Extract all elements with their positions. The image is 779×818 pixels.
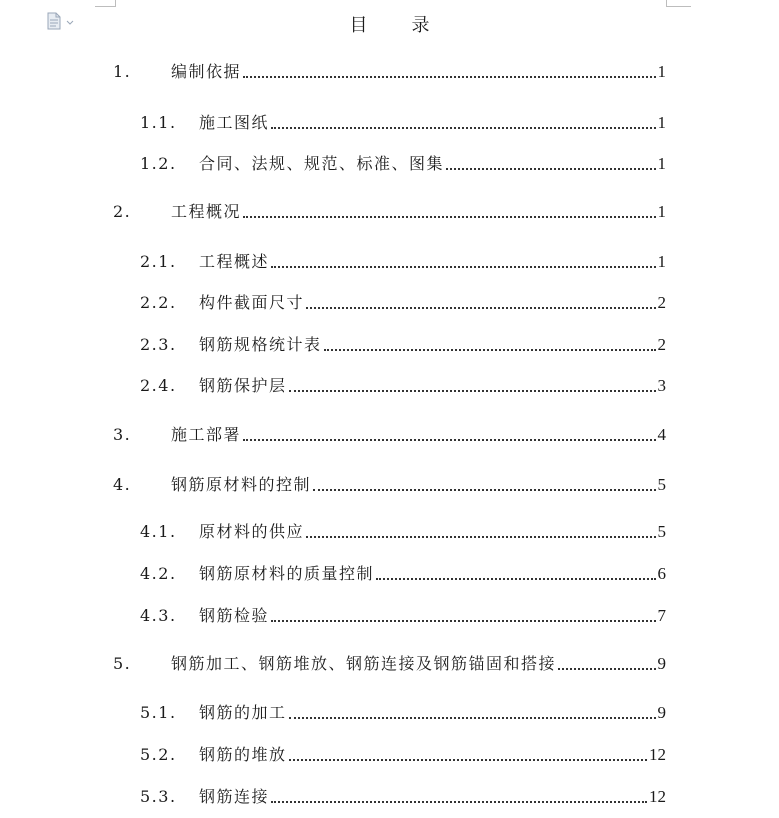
- toc-entry[interactable]: [113, 474, 666, 496]
- toc-dot-leader: [376, 577, 655, 580]
- toc-entry-title: 钢筋连接: [199, 787, 270, 806]
- toc-entry-number: 1.1.: [140, 113, 177, 132]
- toc-entry-title: 施工图纸: [199, 113, 270, 132]
- toc-entry-title: 钢筋原材料的控制: [171, 475, 312, 494]
- toc-entry[interactable]: [140, 292, 666, 314]
- toc-page-number: 9: [657, 703, 666, 722]
- toc-entry[interactable]: [140, 521, 666, 543]
- toc-entry-title: 钢筋检验: [199, 606, 270, 625]
- toc-entry[interactable]: [140, 334, 666, 356]
- toc-entry-title: 合同、法规、规范、标准、图集: [199, 154, 445, 173]
- toc-page-number: 3: [657, 376, 666, 395]
- toc-page-number: 6: [657, 564, 666, 583]
- toc-page-number: 7: [657, 606, 666, 625]
- toc-entry-number: 2.1.: [140, 252, 177, 271]
- toc-entry-title: 钢筋加工、钢筋堆放、钢筋连接及钢筋锚固和搭接: [171, 654, 557, 673]
- toc-page-number: 9: [657, 654, 666, 673]
- toc-page-number: 2: [657, 335, 666, 354]
- toc-dot-leader: [558, 667, 655, 670]
- toc-dot-leader: [306, 535, 655, 538]
- toc-dot-leader: [306, 306, 655, 309]
- toc-entry-title: 钢筋原材料的质量控制: [199, 564, 375, 583]
- toc-entry-number: 4.1.: [140, 522, 177, 541]
- toc-entry-number: 2.3.: [140, 335, 177, 354]
- toc-entry-number: 5.2.: [140, 745, 177, 764]
- toc-page-number: 2: [657, 293, 666, 312]
- toc-page-number: 1: [657, 252, 666, 271]
- toc-entry-title: 工程概况: [171, 202, 242, 221]
- toc-dot-leader: [324, 348, 656, 351]
- toc-page-number: 12: [649, 787, 666, 806]
- toc-entry-title: 构件截面尺寸: [199, 293, 305, 312]
- toc-entry-title: 钢筋规格统计表: [199, 335, 322, 354]
- toc-entry[interactable]: [140, 786, 666, 808]
- toc-entry-title: 工程概述: [199, 252, 270, 271]
- toc-entry[interactable]: [113, 653, 666, 675]
- toc-dot-leader: [271, 619, 655, 622]
- toc-page-number: 4: [657, 425, 666, 444]
- toc-entry-number: 2.: [113, 202, 132, 221]
- toc-page-number: 1: [657, 154, 666, 173]
- toc-entry-number: 5.1.: [140, 703, 177, 722]
- toc-page-number: 5: [657, 475, 666, 494]
- toc-entry-number: 5.: [113, 654, 132, 673]
- toc-entry[interactable]: [140, 605, 666, 627]
- toc-page-number: 12: [649, 745, 666, 764]
- toc-entry[interactable]: [140, 744, 666, 766]
- toc-entry-title: 施工部署: [171, 425, 242, 444]
- page-title: [0, 11, 779, 37]
- toc-dot-leader: [271, 265, 655, 268]
- toc-entry[interactable]: [140, 375, 666, 397]
- toc-dot-leader: [446, 167, 655, 170]
- toc-page-number: 1: [657, 62, 666, 81]
- toc-entry[interactable]: [113, 201, 666, 223]
- toc-entry-title: 钢筋保护层: [199, 376, 287, 395]
- toc-page-number: 1: [657, 113, 666, 132]
- toc-dot-leader: [243, 438, 655, 441]
- toc-entry-number: 2.4.: [140, 376, 177, 395]
- toc-entry-title: 原材料的供应: [199, 522, 305, 541]
- toc-entry[interactable]: [140, 153, 666, 175]
- toc-entry-number: 2.2.: [140, 293, 177, 312]
- toc-dot-leader: [313, 488, 655, 491]
- toc-dot-leader: [289, 389, 656, 392]
- toc-entry-title: 编制依据: [171, 62, 242, 81]
- toc-dot-leader: [271, 126, 655, 129]
- toc-entry-number: 3.: [113, 425, 132, 444]
- toc-entry[interactable]: [140, 702, 666, 724]
- margin-corner-mark-left: [95, 0, 116, 7]
- toc-entry-title: 钢筋的堆放: [199, 745, 287, 764]
- toc-entry-number: 1.2.: [140, 154, 177, 173]
- toc-dot-leader: [289, 758, 647, 761]
- toc-entry[interactable]: [140, 563, 666, 585]
- toc-dot-leader: [243, 215, 655, 218]
- toc-page-number: 5: [657, 522, 666, 541]
- toc-entry-number: 4.: [113, 475, 132, 494]
- toc-entry[interactable]: [140, 112, 666, 134]
- toc-page-number: 1: [657, 202, 666, 221]
- toc-entry-number: 4.2.: [140, 564, 177, 583]
- toc-entry-title: 钢筋的加工: [199, 703, 287, 722]
- toc-entry-number: 5.3.: [140, 787, 177, 806]
- toc-entry[interactable]: [140, 251, 666, 273]
- toc-entry-number: 1.: [113, 62, 132, 81]
- toc-entry[interactable]: [113, 61, 666, 83]
- toc-dot-leader: [289, 716, 656, 719]
- toc-dot-leader: [243, 75, 655, 78]
- margin-corner-mark-right: [666, 0, 691, 7]
- toc-dot-leader: [271, 800, 647, 803]
- title-char-2: 录: [411, 15, 430, 36]
- title-char-1: 目: [349, 15, 368, 36]
- toc-entry[interactable]: [113, 424, 666, 446]
- toc-entry-number: 4.3.: [140, 606, 177, 625]
